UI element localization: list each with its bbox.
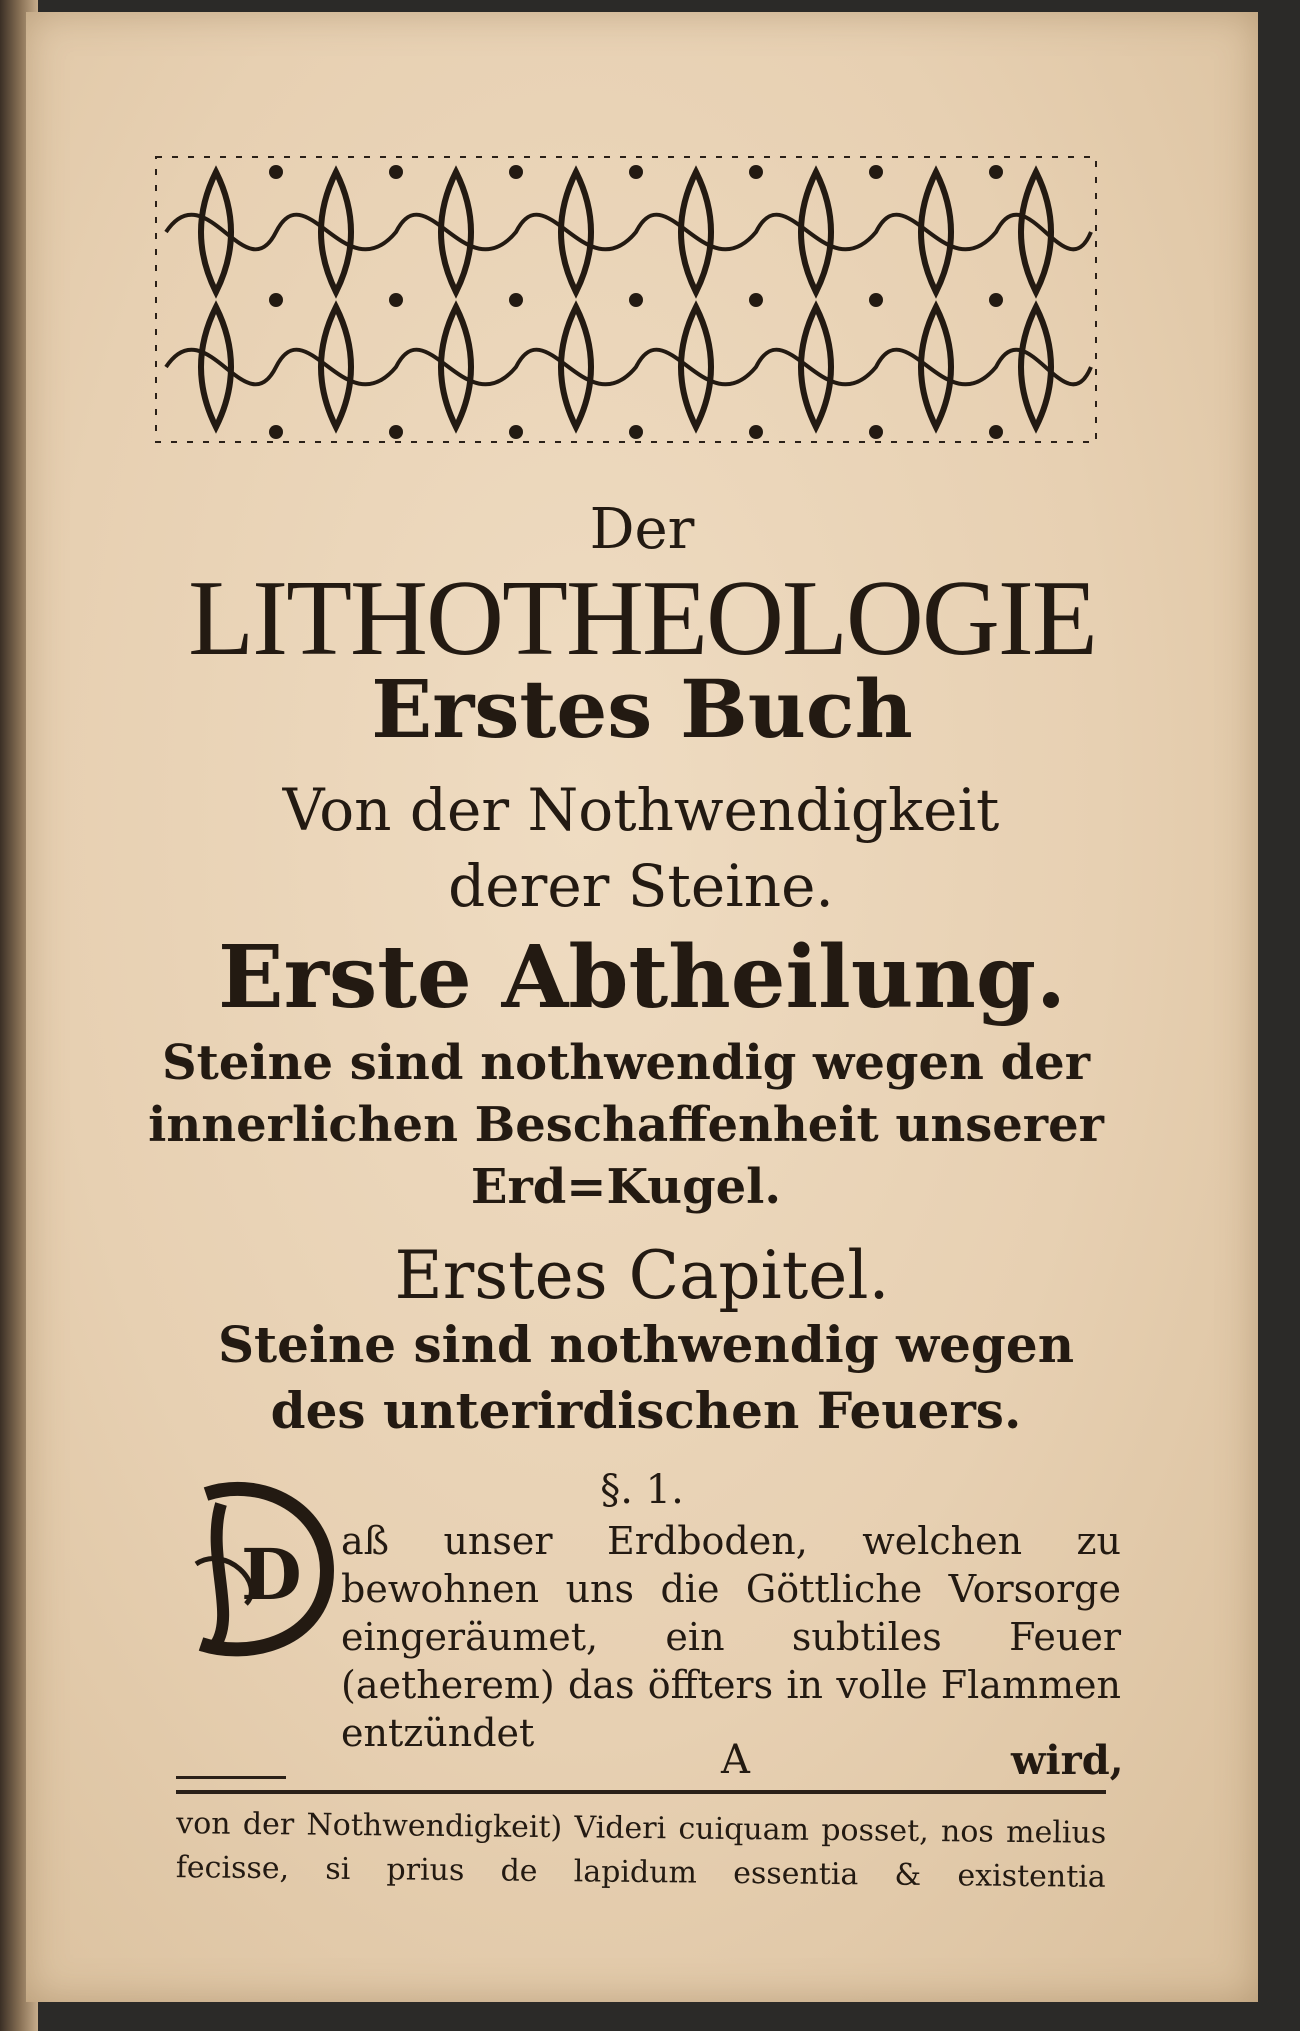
ornamental-header-band	[146, 152, 1106, 447]
section-body-text: aß unser Erdboden, welchen zu bewohnen uns die Göttliche Vorsorge eingeräumet, ein subtiles Feuer (aetherem) das öffters in volle Flammen entzündet	[341, 1519, 1121, 1755]
book-page	[26, 12, 1258, 2002]
book-number-heading: Erstes Buch	[371, 662, 913, 756]
footnote-rule	[176, 1790, 1106, 1794]
section-mark: §. 1.	[600, 1467, 684, 1513]
title-article: Der	[589, 497, 695, 562]
catchword: wird,	[1011, 1737, 1124, 1784]
part-heading: Erste Abtheilung.	[218, 927, 1066, 1028]
decorated-initial	[186, 1474, 336, 1664]
book-title: LITHOTHEOLOGIE	[188, 559, 1096, 678]
short-rule	[176, 1776, 286, 1779]
footnote-text: von der Nothwendigkeit) Videri cuiquam posset, nos melius fecisse, si prius de lapidum essentia & existentia	[175, 1806, 1107, 1895]
chapter-subtitle: Steine sind nothwendig wegen des unterirdischen Feuers.	[217, 1315, 1075, 1440]
chapter-heading: Erstes Capitel.	[394, 1237, 890, 1314]
signature-mark: A	[721, 1737, 750, 1783]
part-subtitle: Steine sind nothwendig wegen der innerlichen Beschaffenheit unserer Erd=Kugel.	[148, 1035, 1104, 1215]
dropcap-letter: D	[241, 1533, 302, 1616]
book-subtitle: Von der Nothwendigkeit derer Steine.	[282, 776, 1000, 920]
